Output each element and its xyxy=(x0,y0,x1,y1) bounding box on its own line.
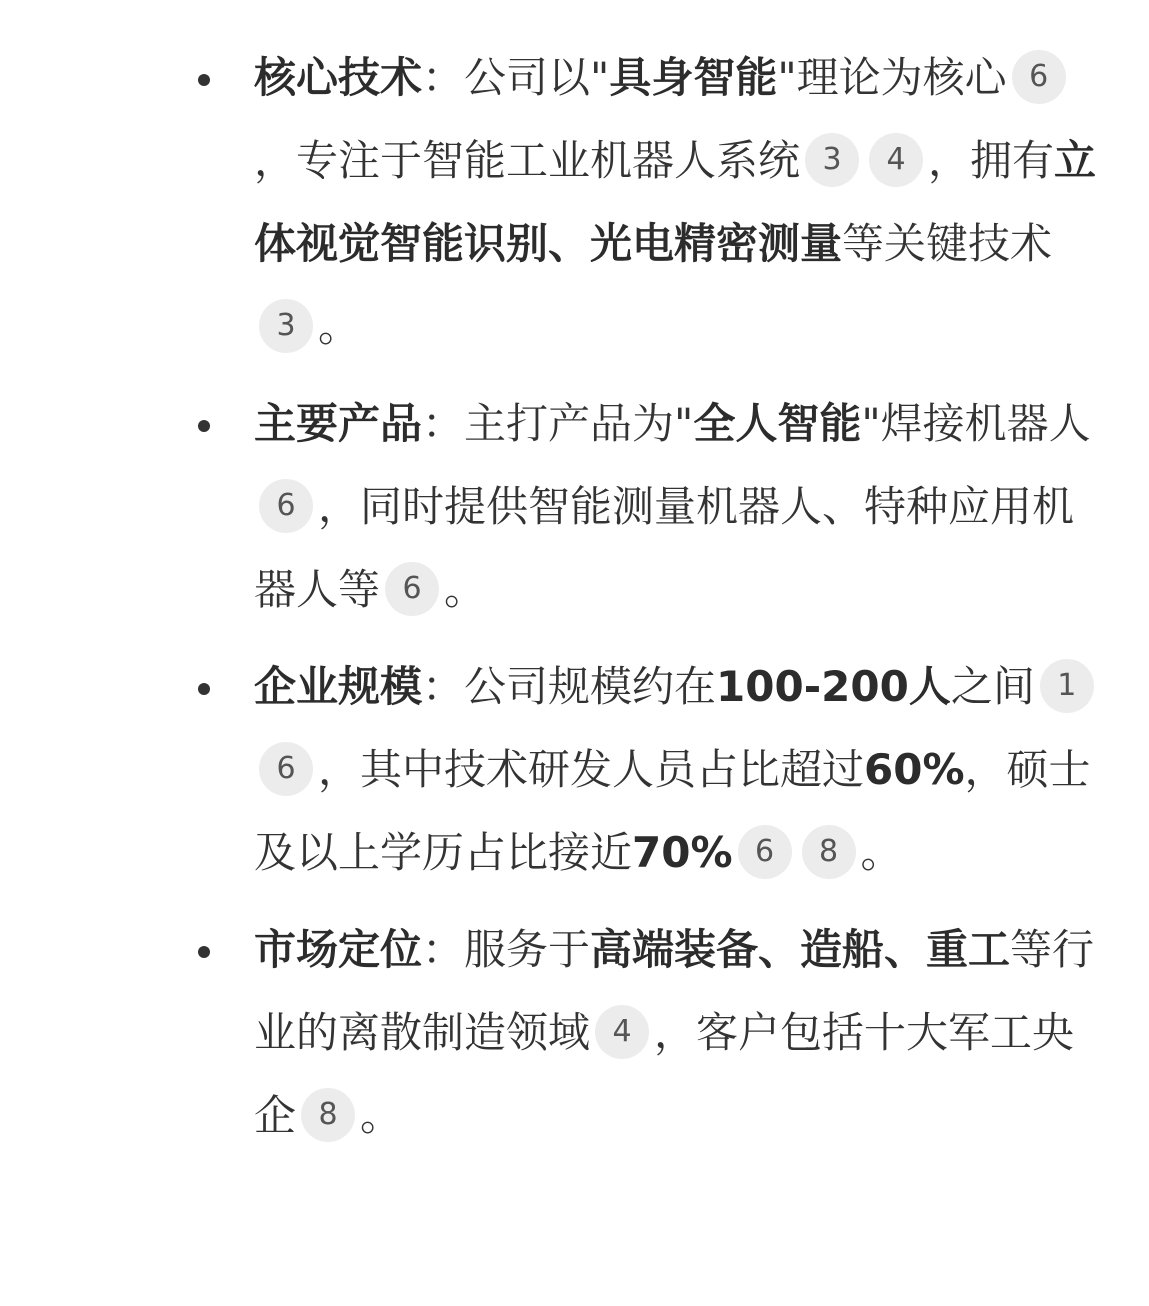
answer-content xyxy=(0,36,1149,1171)
citation-badge[interactable]: 6 xyxy=(259,479,313,533)
body-text: ：公司以" xyxy=(422,53,610,102)
body-text: ：主打产品为" xyxy=(422,399,694,448)
item-title: 主要产品 xyxy=(254,399,423,448)
body-text: "焊接机器人 xyxy=(861,399,1091,448)
body-text: ，硕士及以上学历占比接近 xyxy=(254,745,1091,877)
bold-text: 60% xyxy=(864,745,965,794)
body-text: ，同时提供智能测量机器人、特种应用机器人等 xyxy=(254,482,1075,614)
item-title: 核心技术 xyxy=(254,53,423,102)
bold-text: 高端装备、造船、重工 xyxy=(590,925,1011,974)
citation-badge[interactable]: 6 xyxy=(259,742,313,796)
body-text: 。 xyxy=(318,302,361,351)
bold-text: 100-200人 xyxy=(716,662,951,711)
body-text: ，专注于智能工业机器人系统 xyxy=(254,136,801,185)
body-text: ：服务于 xyxy=(422,925,591,974)
feature-list xyxy=(0,36,1149,1157)
citation-badge[interactable]: 1 xyxy=(1040,659,1094,713)
bold-text: 立体视觉智能识别、光电精密测量 xyxy=(254,136,1097,268)
list-item-market xyxy=(0,908,1149,1157)
list-item-products xyxy=(0,382,1149,631)
body-text: 之间 xyxy=(950,662,1035,711)
body-text: 等行业的离散制造领域 xyxy=(254,925,1095,1057)
citation-badge[interactable]: 3 xyxy=(805,133,859,187)
list-item-core-tech xyxy=(0,36,1149,368)
body-text: 。 xyxy=(860,828,903,877)
bold-text: 70% xyxy=(632,828,733,877)
item-title: 企业规模 xyxy=(254,662,423,711)
body-text: "理论为核心 xyxy=(777,53,1007,102)
citation-badge[interactable]: 6 xyxy=(738,825,792,879)
list-item-scale xyxy=(0,645,1149,894)
item-title: 市场定位 xyxy=(254,925,423,974)
body-text: ：公司规模约在 xyxy=(422,662,717,711)
bullet-dot xyxy=(198,683,210,695)
body-text: 。 xyxy=(444,565,487,614)
citation-badge[interactable]: 6 xyxy=(1012,50,1066,104)
bold-text: 全人智能 xyxy=(693,399,862,448)
citation-badge[interactable]: 8 xyxy=(301,1088,355,1142)
citation-badge[interactable]: 4 xyxy=(595,1005,649,1059)
body-text: 等关键技术 xyxy=(842,219,1053,268)
body-text: ，客户包括十大军工央企 xyxy=(254,1008,1075,1140)
body-text: 。 xyxy=(360,1091,403,1140)
bullet-dot xyxy=(198,946,210,958)
citation-badge[interactable]: 4 xyxy=(869,133,923,187)
bullet-dot xyxy=(198,420,210,432)
body-text: ，拥有 xyxy=(928,136,1055,185)
citation-badge[interactable]: 3 xyxy=(259,299,313,353)
citation-badge[interactable]: 6 xyxy=(385,562,439,616)
citation-badge[interactable]: 8 xyxy=(802,825,856,879)
bullet-dot xyxy=(198,74,210,86)
body-text: ，其中技术研发人员占比超过 xyxy=(318,745,865,794)
bold-text: 具身智能 xyxy=(609,53,778,102)
